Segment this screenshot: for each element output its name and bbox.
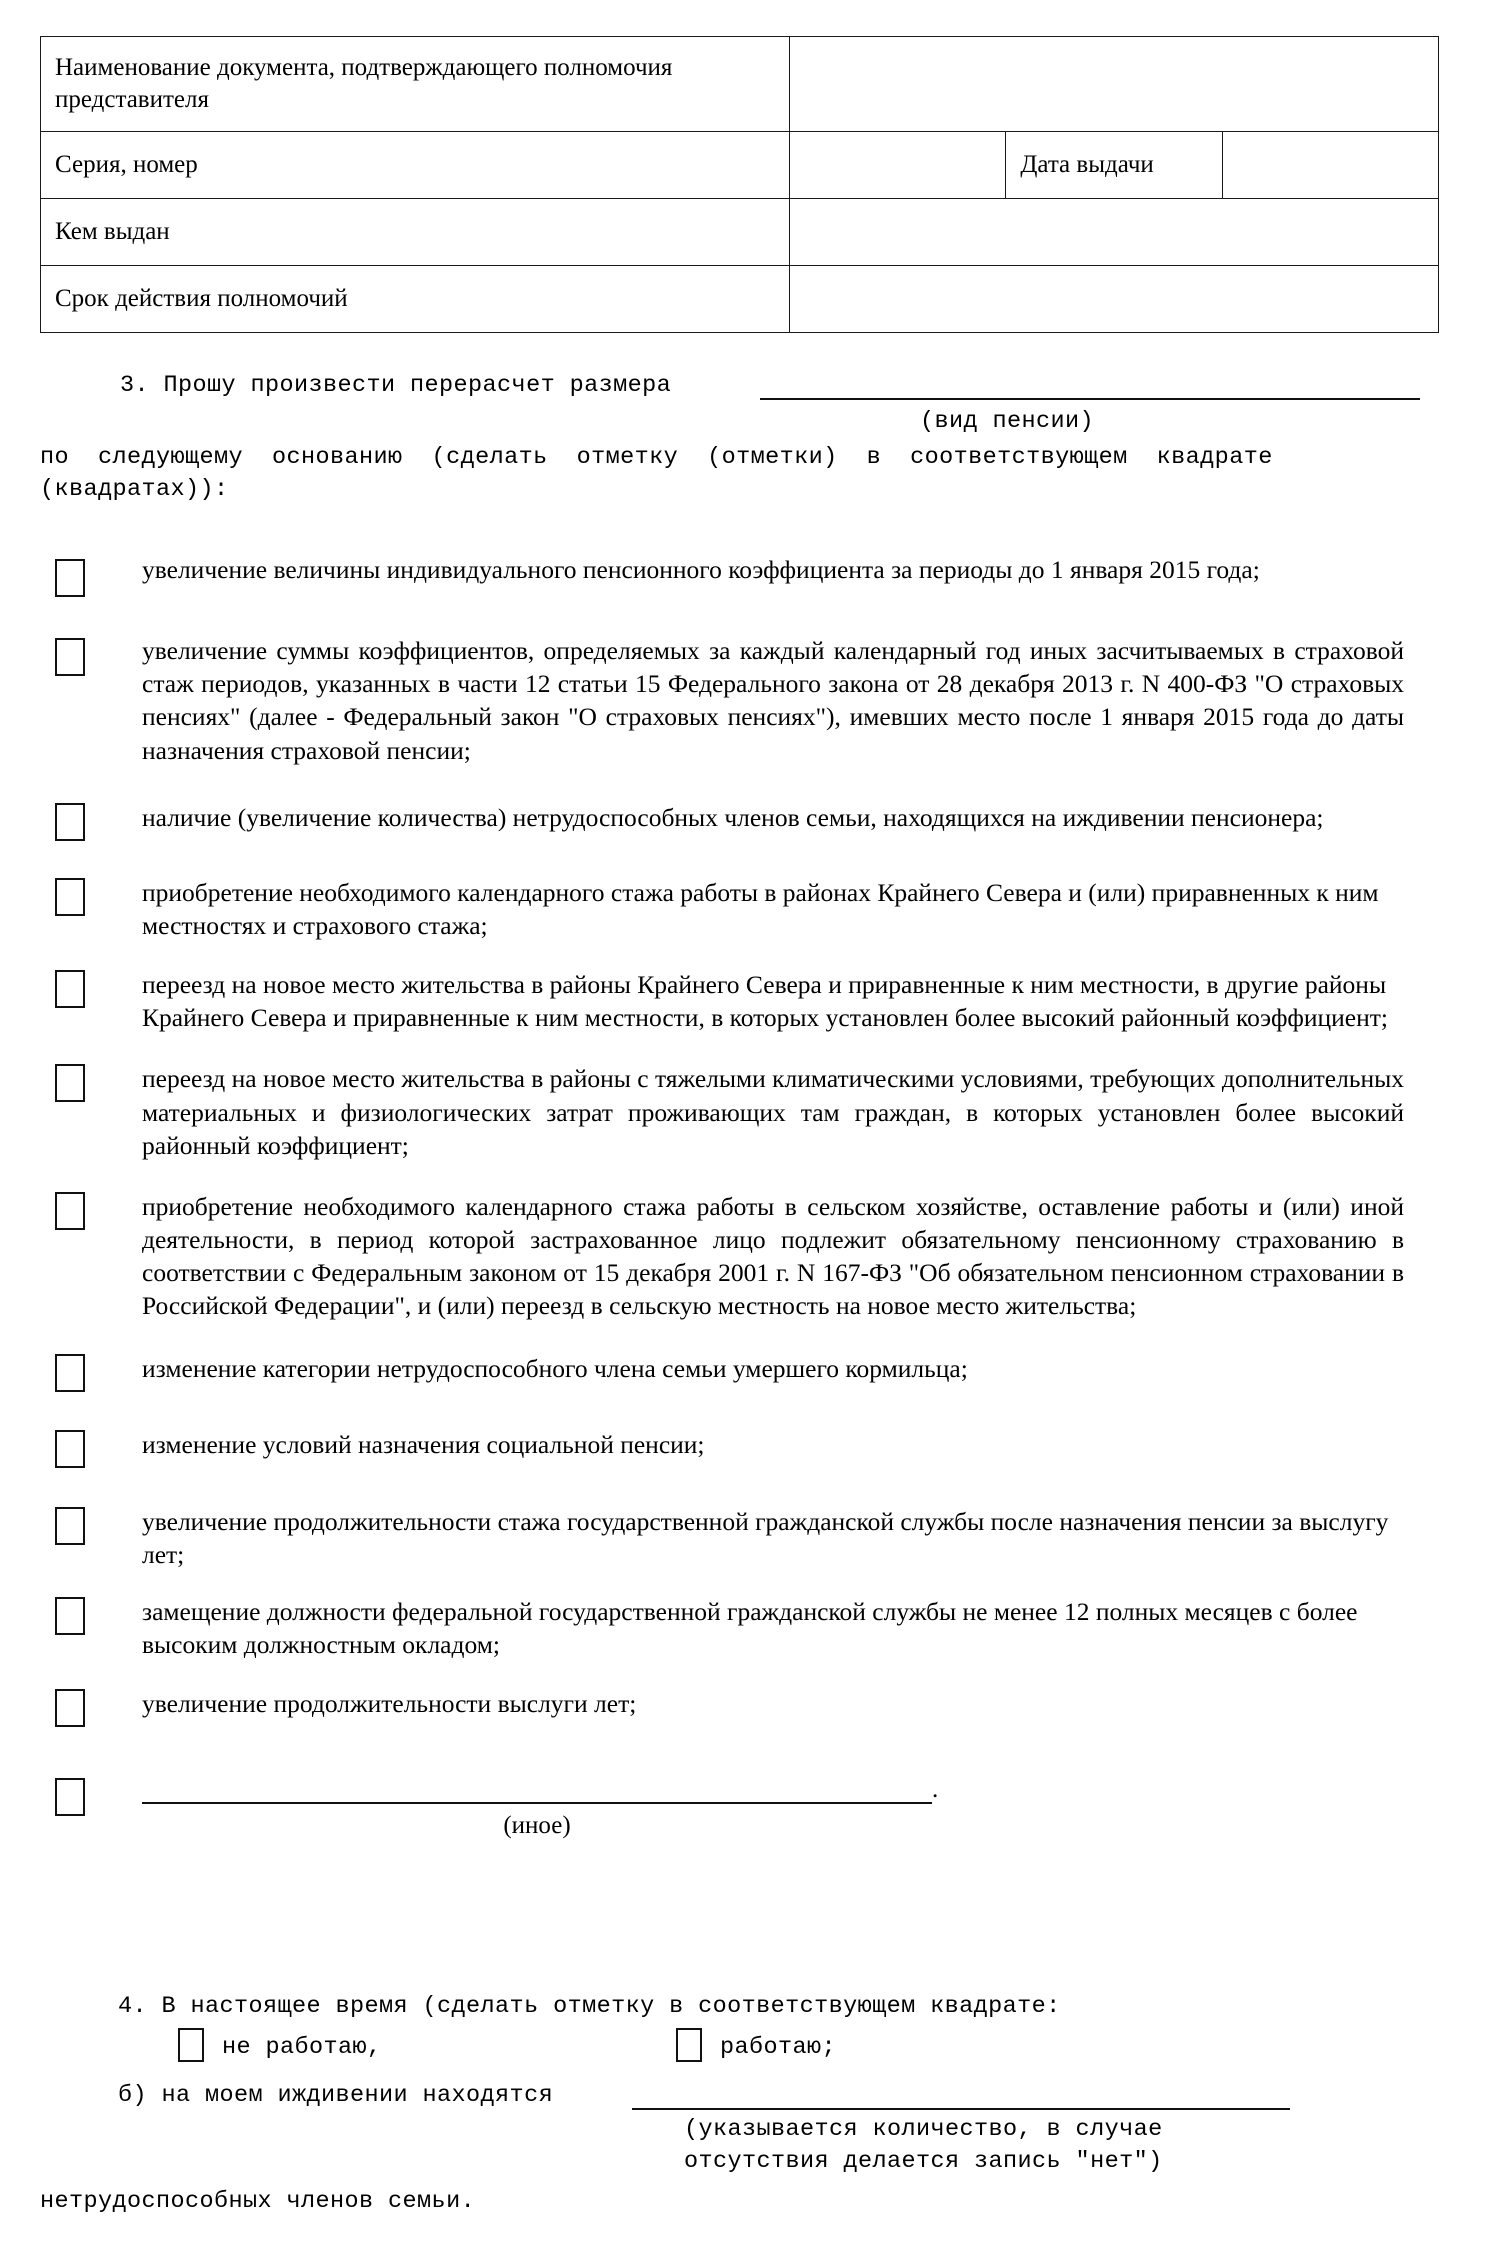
section4-line3: нетрудоспособных членов семьи. [40, 2188, 476, 2215]
option-other-caption: (иное) [503, 1812, 571, 1840]
checkbox-option-move-harsh-climate[interactable] [55, 1064, 85, 1102]
table-row [41, 132, 1439, 199]
cell-label-issued-by: Кем выдан [41, 199, 790, 266]
option-item[interactable] [40, 1505, 1408, 1571]
dependents-caption-line2: отсутствия делается запись "нет") [684, 2148, 1163, 2175]
cell-label-series-number: Серия, номер [41, 132, 790, 199]
dependents-count-input[interactable] [632, 2108, 1290, 2110]
table-row [41, 199, 1439, 266]
checkbox-option-federal-position[interactable] [55, 1597, 85, 1635]
option-label-category-change: изменение категории нетрудоспособного члена семьи умершего кормильца; [142, 1354, 968, 1384]
option-item[interactable] [40, 1190, 1408, 1323]
option-label-service-years: увеличение продолжительности выслуги лет; [142, 1689, 637, 1719]
option-item[interactable] [40, 1352, 1408, 1385]
section3-pension-kind-caption: (вид пенсии) [920, 408, 1095, 435]
option-item[interactable] [40, 876, 1408, 942]
section3-pension-kind-blank[interactable] [760, 398, 1420, 400]
checkbox-option-category-change[interactable] [55, 1354, 85, 1392]
option-label-move-north: переезд на новое место жительства в районы Крайнего Севера и приравненные к ним местности, в другие районы Крайнего Севера и приравненные к ним местности, в которых установлен более высокий районный коэффициент; [142, 970, 1389, 1033]
checkbox-option-agriculture-service[interactable] [55, 1192, 85, 1230]
checkbox-option-north-service[interactable] [55, 878, 85, 916]
checkbox-working[interactable] [676, 2028, 702, 2062]
checkbox-option-ipk-increase[interactable] [55, 559, 85, 597]
cell-value-series-number[interactable] [790, 132, 1006, 199]
cell-value-issue-date[interactable] [1222, 132, 1438, 199]
recalculation-reasons-list [40, 545, 1408, 1840]
option-label-ipk-increase: увеличение величины индивидуального пенсионного коэффициента за периоды до 1 января 2015 года; [142, 555, 1260, 584]
option-item[interactable] [40, 1687, 1408, 1720]
option-label-move-harsh-climate: переезд на новое место жительства в районы с тяжелыми климатическими условиями, требующих дополнительных материальных и физиологических затрат проживающих там граждан, в которых установлен более высокий районный коэффициент; [142, 1064, 1404, 1160]
section4-line1: 4. В настоящее время (сделать отметку в соответствующем квадрате: [118, 1993, 1061, 2020]
cell-label-issue-date: Дата выдачи [1006, 132, 1222, 199]
checkbox-option-social-pension-conditions[interactable] [55, 1430, 85, 1468]
option-label-federal-position: замещение должности федеральной государственной гражданской службы не менее 12 полных месяцев с более высоким должностным окладом; [142, 1596, 1358, 1660]
checkbox-option-other[interactable] [55, 1778, 85, 1816]
cell-label-document-name: Наименование документа, подтверждающего полномочия представителя [41, 37, 790, 132]
representative-document-table [40, 36, 1439, 333]
option-item[interactable] [40, 801, 1408, 834]
section3-line1: 3. Прошу произвести перерасчет размера [120, 372, 672, 399]
option-label-dependents: наличие (увеличение количества) нетрудоспособных членов семьи, находящихся на иждивении пенсионера; [142, 802, 1324, 832]
option-item[interactable] [40, 553, 1408, 586]
option-item[interactable] [40, 1062, 1408, 1161]
option-label-north-service: приобретение необходимого календарного стажа работы в районах Крайнего Севера и (или) приравненных к ним местностях и страхового стажа; [142, 877, 1379, 940]
cell-label-validity-period: Срок действия полномочий [41, 266, 790, 333]
checkbox-not-working[interactable] [178, 2028, 204, 2062]
section3-line2: по следующему основанию (сделать отметку (отметки) в соответствующем квадрате [40, 444, 1273, 471]
checkbox-option-move-north[interactable] [55, 970, 85, 1008]
label-not-working: не работаю, [222, 2034, 382, 2061]
label-working: работаю; [720, 2034, 837, 2061]
table-row [41, 37, 1439, 132]
section3-line3: (квадратах)): [40, 476, 229, 503]
option-item[interactable] [40, 968, 1408, 1034]
option-item[interactable] [40, 1428, 1408, 1461]
cell-value-validity-period[interactable] [790, 266, 1439, 333]
cell-value-issued-by[interactable] [790, 199, 1439, 266]
cell-value-document-name[interactable] [790, 37, 1439, 132]
dependents-caption-line1: (указывается количество, в случае [684, 2116, 1163, 2143]
option-label-agriculture-service: приобретение необходимого календарного стажа работы в сельском хозяйстве, оставление работы и (или) иной деятельности, в период которой застрахованное лицо подлежит обязательному пенсионному страхованию в соответствии с Федеральным законом от 15 декабря 2001 г. N 167-ФЗ "Об обязательном пенсионном страховании в Российской Федерации", и (или) переезд в сельскую местность на новое место жительства; [142, 1191, 1404, 1321]
option-item[interactable] [40, 1595, 1408, 1661]
checkbox-option-civil-service-length[interactable] [55, 1507, 85, 1545]
option-label-social-pension-conditions: изменение условий назначения социальной пенсии; [142, 1429, 705, 1459]
option-item[interactable] [40, 634, 1408, 767]
checkbox-option-service-years[interactable] [55, 1689, 85, 1727]
section4-line2: б) на моем иждивении находятся [118, 2082, 554, 2109]
checkbox-option-coefficients-sum[interactable] [55, 638, 85, 676]
option-label-civil-service-length: увеличение продолжительности стажа государственной гражданской службы после назначения пенсии за выслугу лет; [142, 1506, 1389, 1569]
table-row [41, 266, 1439, 333]
option-item-other[interactable] [40, 1776, 1408, 1840]
option-other-input[interactable] [142, 1780, 932, 1804]
option-other-period: . [932, 1776, 939, 1804]
checkbox-option-dependents[interactable] [55, 803, 85, 841]
option-label-coefficients-sum: увеличение суммы коэффициентов, определяемых за каждый календарный год иных засчитываемых в страховой стаж периодов, указанных в части 12 статьи 15 Федерального закона от 28 декабря 2013 г. N 400-ФЗ "О страховых пенсиях" (далее - Федеральный закон "О страховых пенсиях"), имевших место после 1 января 2015 года до даты назначения страховой пенсии; [142, 636, 1404, 765]
